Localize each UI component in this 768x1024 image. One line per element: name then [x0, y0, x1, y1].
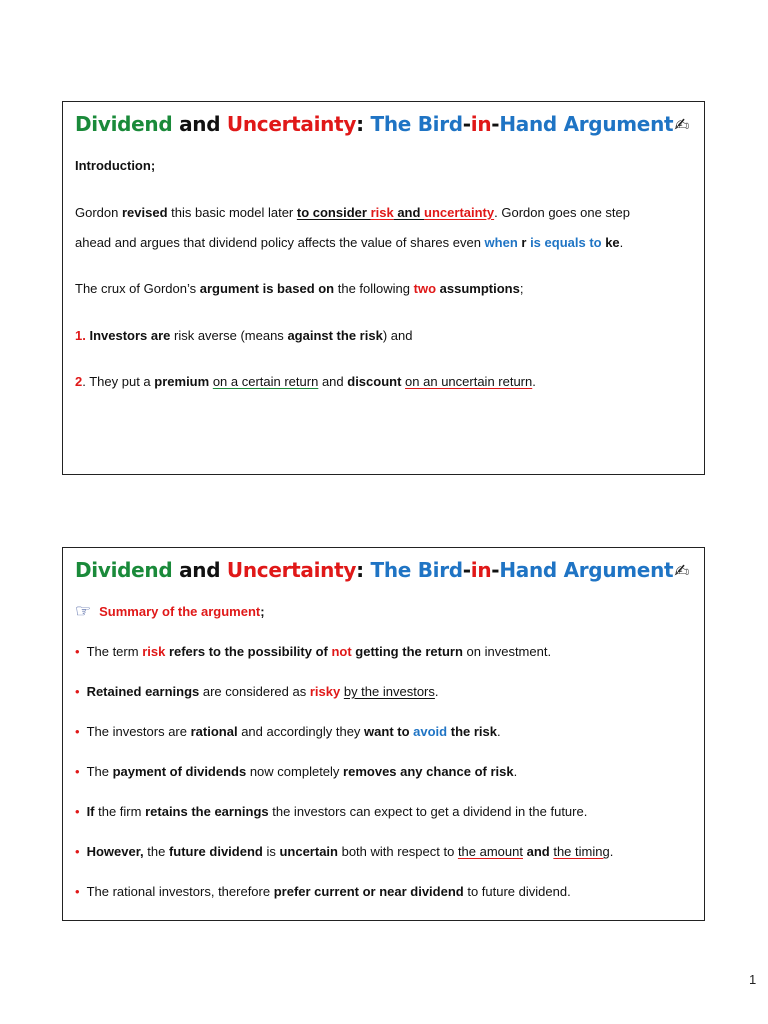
text: premium: [154, 374, 210, 389]
list-number: 2: [75, 374, 83, 389]
bullet-item: [75, 684, 439, 699]
title-word: in: [470, 112, 492, 136]
title-word: Uncertainty: [226, 558, 357, 582]
text: uncertainty: [424, 205, 495, 220]
text: is: [262, 844, 280, 859]
title-word: Uncertainty: [226, 112, 357, 136]
bullet-icon: •: [75, 724, 80, 739]
text: ahead and argues that dividend policy affects the value of shares even: [75, 235, 485, 250]
pen-icon: ✍: [674, 561, 690, 582]
title-word: Dividend: [75, 558, 173, 582]
text: on an uncertain return: [405, 374, 533, 389]
text: both with respect to: [337, 844, 458, 859]
text: this basic model later: [167, 205, 297, 220]
text: However,: [86, 844, 144, 859]
paragraph-line: [75, 235, 623, 250]
text: to consider: [296, 205, 371, 220]
text: The investors are: [86, 724, 191, 739]
introduction-heading: Introduction;: [75, 158, 156, 173]
text: on investment.: [462, 644, 552, 659]
text: by the investors: [343, 684, 435, 699]
text: the investors can expect to get a dividend in the future.: [268, 804, 588, 819]
summary-heading: [75, 600, 265, 621]
text: discount: [347, 374, 402, 389]
bullet-icon: •: [75, 804, 80, 819]
text: risk: [370, 205, 394, 220]
paragraph-line: [75, 281, 523, 296]
text: ;: [519, 281, 524, 296]
pen-icon: ✍: [674, 115, 690, 136]
text: now completely: [246, 764, 344, 779]
title-word: Hand Argument: [499, 558, 674, 582]
text: prefer current or near dividend: [273, 884, 464, 899]
text: ) and: [382, 328, 413, 343]
assumption-2: [75, 374, 536, 389]
title-word: -: [491, 558, 500, 582]
paragraph-line: [75, 205, 630, 220]
text: The term: [86, 644, 143, 659]
text: refers to the possibility of: [165, 644, 332, 659]
page-number: 1: [749, 972, 757, 987]
bullet-item: [75, 804, 587, 819]
text: want to: [364, 724, 414, 739]
title-word: and: [179, 558, 221, 582]
title-word: -: [462, 558, 471, 582]
text: the timing: [553, 844, 610, 859]
title-word: :: [356, 558, 364, 582]
text: They put a: [85, 374, 155, 389]
bullet-item: [75, 884, 571, 899]
text: Gordon: [75, 205, 122, 220]
bullet-item: [75, 724, 501, 739]
text: and: [318, 374, 348, 389]
title-word: -: [491, 112, 500, 136]
text: argument is based on: [199, 281, 335, 296]
text: are considered as: [199, 684, 310, 699]
text: .: [532, 374, 536, 389]
text: ;: [260, 604, 265, 619]
text: on a certain return: [212, 374, 319, 389]
text: payment of dividends: [112, 764, 247, 779]
bullet-icon: •: [75, 644, 80, 659]
slide-1: [62, 101, 705, 475]
list-number: 1.: [75, 328, 86, 343]
text: .: [609, 844, 614, 859]
bullet-icon: •: [75, 764, 80, 779]
slide-2: [62, 547, 705, 921]
title-word: :: [356, 112, 364, 136]
text: against the risk: [287, 328, 383, 343]
text: retains the earnings: [145, 804, 269, 819]
text: not: [331, 644, 352, 659]
text: Retained earnings: [86, 684, 200, 699]
text: is equals to: [526, 235, 606, 250]
text: and: [522, 844, 554, 859]
text: removes any chance of risk: [343, 764, 514, 779]
title-word: The Bird: [370, 112, 463, 136]
text: the: [143, 844, 169, 859]
text: .: [619, 235, 624, 250]
bullet-icon: •: [75, 844, 80, 859]
title-word: and: [179, 112, 221, 136]
bullet-item: [75, 844, 613, 859]
assumption-1: [75, 328, 412, 343]
text: The: [86, 764, 113, 779]
text: the firm: [94, 804, 146, 819]
text: risk averse (means: [170, 328, 288, 343]
text: .: [434, 684, 439, 699]
text: when: [484, 235, 522, 250]
text: .: [82, 374, 86, 389]
text: assumptions: [436, 281, 520, 296]
text: the following: [334, 281, 414, 296]
text: and: [393, 205, 425, 220]
text: Summary of the argument: [99, 604, 261, 619]
text: to future dividend.: [463, 884, 571, 899]
text: rational: [190, 724, 238, 739]
title-word: -: [462, 112, 471, 136]
text: getting the return: [351, 644, 463, 659]
bullet-icon: •: [75, 684, 80, 699]
text: uncertain: [279, 844, 338, 859]
text: revised: [121, 205, 168, 220]
text: risk: [142, 644, 166, 659]
title-word: Dividend: [75, 112, 173, 136]
text: risky: [309, 684, 341, 699]
text: r: [521, 235, 527, 250]
pointing-hand-icon: ☞: [75, 601, 92, 621]
text: ke: [605, 235, 620, 250]
text: .: [496, 724, 501, 739]
text: and accordingly they: [237, 724, 365, 739]
text: Investors are: [85, 328, 171, 343]
text: avoid: [413, 724, 448, 739]
text: two: [413, 281, 437, 296]
slide-title: [75, 558, 689, 582]
text: The crux of Gordon’s: [75, 281, 200, 296]
bullet-item: [75, 764, 517, 779]
title-word: The Bird: [370, 558, 463, 582]
text: The rational investors, therefore: [86, 884, 274, 899]
title-word: Hand Argument: [499, 112, 674, 136]
text: .: [513, 764, 518, 779]
text: If: [86, 804, 95, 819]
text: . Gordon goes one step: [494, 205, 630, 220]
text: future dividend: [168, 844, 263, 859]
text: the amount: [457, 844, 523, 859]
bullet-icon: •: [75, 884, 80, 899]
title-word: in: [470, 558, 492, 582]
bullet-item: [75, 644, 551, 659]
slide-title: [75, 112, 689, 136]
text: the risk: [447, 724, 497, 739]
